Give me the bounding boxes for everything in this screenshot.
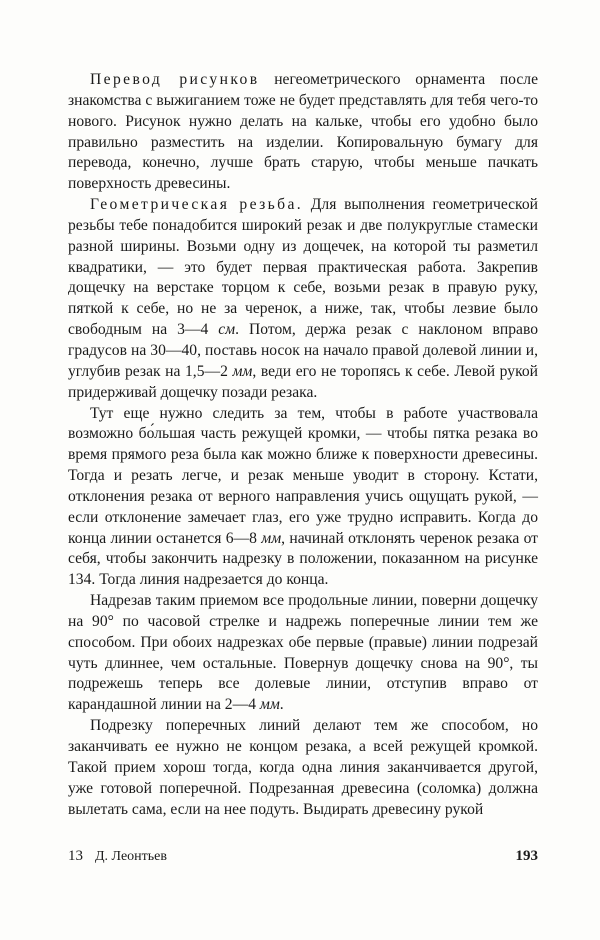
paragraph-4: [68, 591, 538, 716]
page-footer: [68, 848, 538, 868]
page-number: 193: [515, 848, 538, 864]
unit-mm: мм: [259, 696, 280, 714]
unit-mm: мм: [232, 362, 253, 380]
paragraph-4-text-a: Надрезав таким приемом все продольные линии, поверни дощечку на 90° по часовой стрелке и надрежь поперечные линии тем же способом. При обоих надрезках обе первые (правые) линии подрезай чуть длиннее, чем остальные. Повернув дощечку снова на 90°, ты подрежешь теперь все долевые линии, отступив вправо от карандашной линии на 2—4: [68, 592, 538, 714]
signature-number: 13: [68, 848, 83, 864]
paragraph-5-text: Подрезку поперечных линий делают тем же способом, но заканчивать ее нужно не концом резака, а всей режущей кромкой. Такой прием хорош тогда, когда одна линия заканчивается другой, уже готовой поперечной. Подрезанная древесина (соломка) должна вылетать сама, если на нее подуть. Выдирать древесину рукой: [68, 717, 538, 818]
paragraph-1: [68, 70, 538, 195]
paragraph-3-text-b: , начинай отклонять черенок резака от себя, чтобы закончить надрезку в положении, показанном на рисунке 134. Тогда линия надрезается до конца.: [68, 529, 538, 589]
body-text: [68, 70, 538, 820]
paragraph-2-text-c: , веди его не торопясь к себе. Левой рукой придерживай дощечку позади резака.: [68, 362, 538, 401]
paragraph-2: [68, 195, 538, 403]
paragraph-2-text-a: Для выполнения геометрической резьбы тебе понадобится широкий резак и две полукруглые стамески разной ширины. Возьми одну из дощечек, на которой ты разметил квадратики, — это будет первая практическая работа. Закрепив дощечку на верстаке торцом к себе, возьми резак в правую руку, пяткой к себе, но не за черенок, а ниже, так, чтобы лезвие было свободным на 3—4: [68, 196, 538, 339]
printer-signature: [68, 848, 167, 865]
paragraph-2-text-b: . Потом, держа резак с наклоном вправо градусов на 30—40, поставь носок на начало правой долевой линии и, углубив резак на 1,5—2: [68, 321, 539, 380]
paragraph-3-text-a: Тут еще нужно следить за тем, чтобы в работе участвовала возможно бо́льшая часть режущей кромки, — чтобы пятка резака во время прямого реза была как можно ближе к поверхности древесины. Тогда и резать легче, и резак меньше уводит в сторону. Кстати, отклонения резака от верного направления учись ощущать рукой, — если отклонение замечает глаз, его уже трудно исправить. Когда до конца линии останется 6—8: [68, 404, 538, 547]
paragraph-3: [68, 404, 538, 592]
signature-author: Д. Леонтьев: [95, 849, 167, 864]
paragraph-1-text: негеометрического орнамента после знакомства с выжиганием тоже не будет представлять для тебя чего-то нового. Рисунок нужно делать на кальке, чтобы его удобно было правильно разместить на изделии. Копировальную бумагу для перевода, конечно, лучше брать старую, чтобы меньше пачкать поверхность древесины.: [68, 71, 538, 193]
paragraph-4-text-b: .: [279, 696, 284, 714]
paragraph-2-spaced-heading: Геометрическая резьба.: [90, 196, 304, 214]
unit-cm: см: [218, 321, 236, 339]
paragraph-1-spaced-heading: Перевод рисунков: [90, 71, 260, 88]
paragraph-5: [68, 716, 538, 820]
unit-mm: мм: [261, 529, 282, 547]
